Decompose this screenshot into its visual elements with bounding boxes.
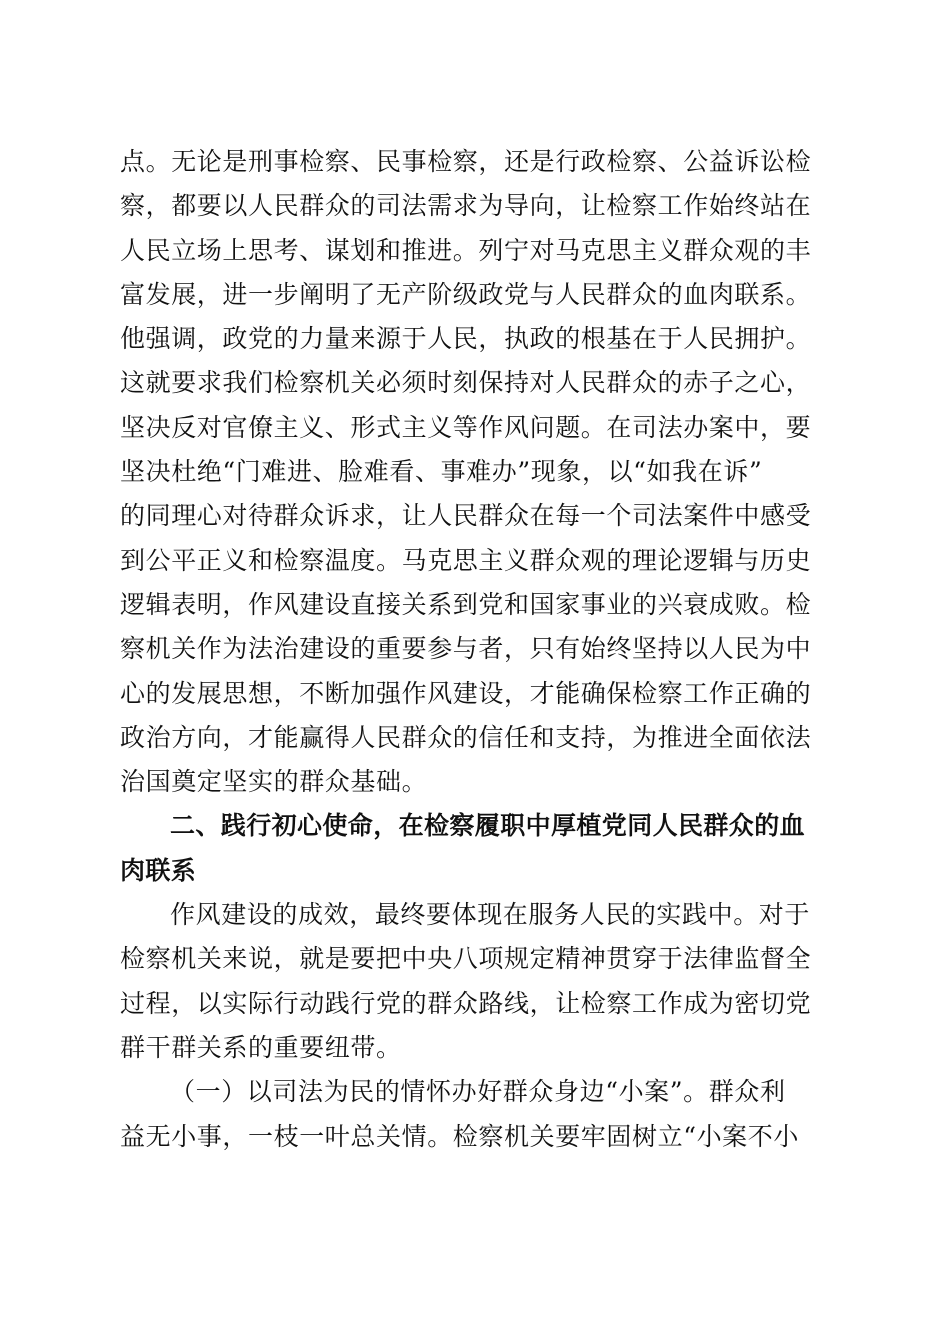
text-line: 的同理心对待群众诉求，让人民群众在每一个司法案件中感受 — [120, 501, 812, 531]
section-heading-continuation: 肉联系 — [120, 855, 197, 885]
text-line: 他强调，政党的力量来源于人民，执政的根基在于人民拥护。 — [120, 324, 812, 354]
text-line: 心的发展思想，不断加强作风建设，才能确保检察工作正确的 — [120, 678, 812, 708]
text-line: 坚决杜绝“门难进、脸难看、事难办”现象，以“如我在诉” — [120, 457, 763, 487]
text-line: 人民立场上思考、谋划和推进。列宁对马克思主义群众观的丰 — [120, 235, 812, 265]
text-line: 作风建设的成效，最终要体现在服务人民的实践中。对于 — [170, 900, 811, 930]
text-line: 点。无论是刑事检察、民事检察，还是行政检察、公益诉讼检 — [120, 147, 812, 176]
text-line: 政治方向，才能赢得人民群众的信任和支持，为推进全面依法 — [120, 722, 812, 752]
text-line: 过程，以实际行动践行党的群众路线，让检察工作成为密切党 — [120, 988, 812, 1018]
text-line: 察机关作为法治建设的重要参与者，只有始终坚持以人民为中 — [120, 634, 812, 664]
text-line: 治国奠定坚实的群众基础。 — [120, 767, 428, 797]
text-line: 到公平正义和检察温度。马克思主义群众观的理论逻辑与历史 — [120, 545, 812, 575]
text-line: 这就要求我们检察机关必须时刻保持对人民群众的赤子之心， — [120, 368, 812, 398]
subsection-lead-line: （一）以司法为民的情怀办好群众身边“小案”。群众利 — [170, 1077, 786, 1107]
text-line: 富发展，进一步阐明了无产阶级政党与人民群众的血肉联系。 — [120, 279, 812, 309]
text-line: 逻辑表明，作风建设直接关系到党和国家事业的兴衰成败。检 — [120, 589, 812, 619]
section-heading: 二、践行初心使命，在检察履职中厚植党同人民群众的血 — [170, 811, 806, 841]
text-line: 察，都要以人民群众的司法需求为导向，让检察工作始终站在 — [120, 191, 812, 221]
text-line: 益无小事，一枝一叶总关情。检察机关要牢固树立“小案不小 — [120, 1121, 799, 1151]
text-line: 群干群关系的重要纽带。 — [120, 1032, 402, 1062]
text-line: 坚决反对官僚主义、形式主义等作风问题。在司法办案中，要 — [120, 412, 812, 442]
text-line: 检察机关来说，就是要把中央八项规定精神贯穿于法律监督全 — [120, 944, 812, 974]
body-paragraph — [120, 140, 832, 1159]
